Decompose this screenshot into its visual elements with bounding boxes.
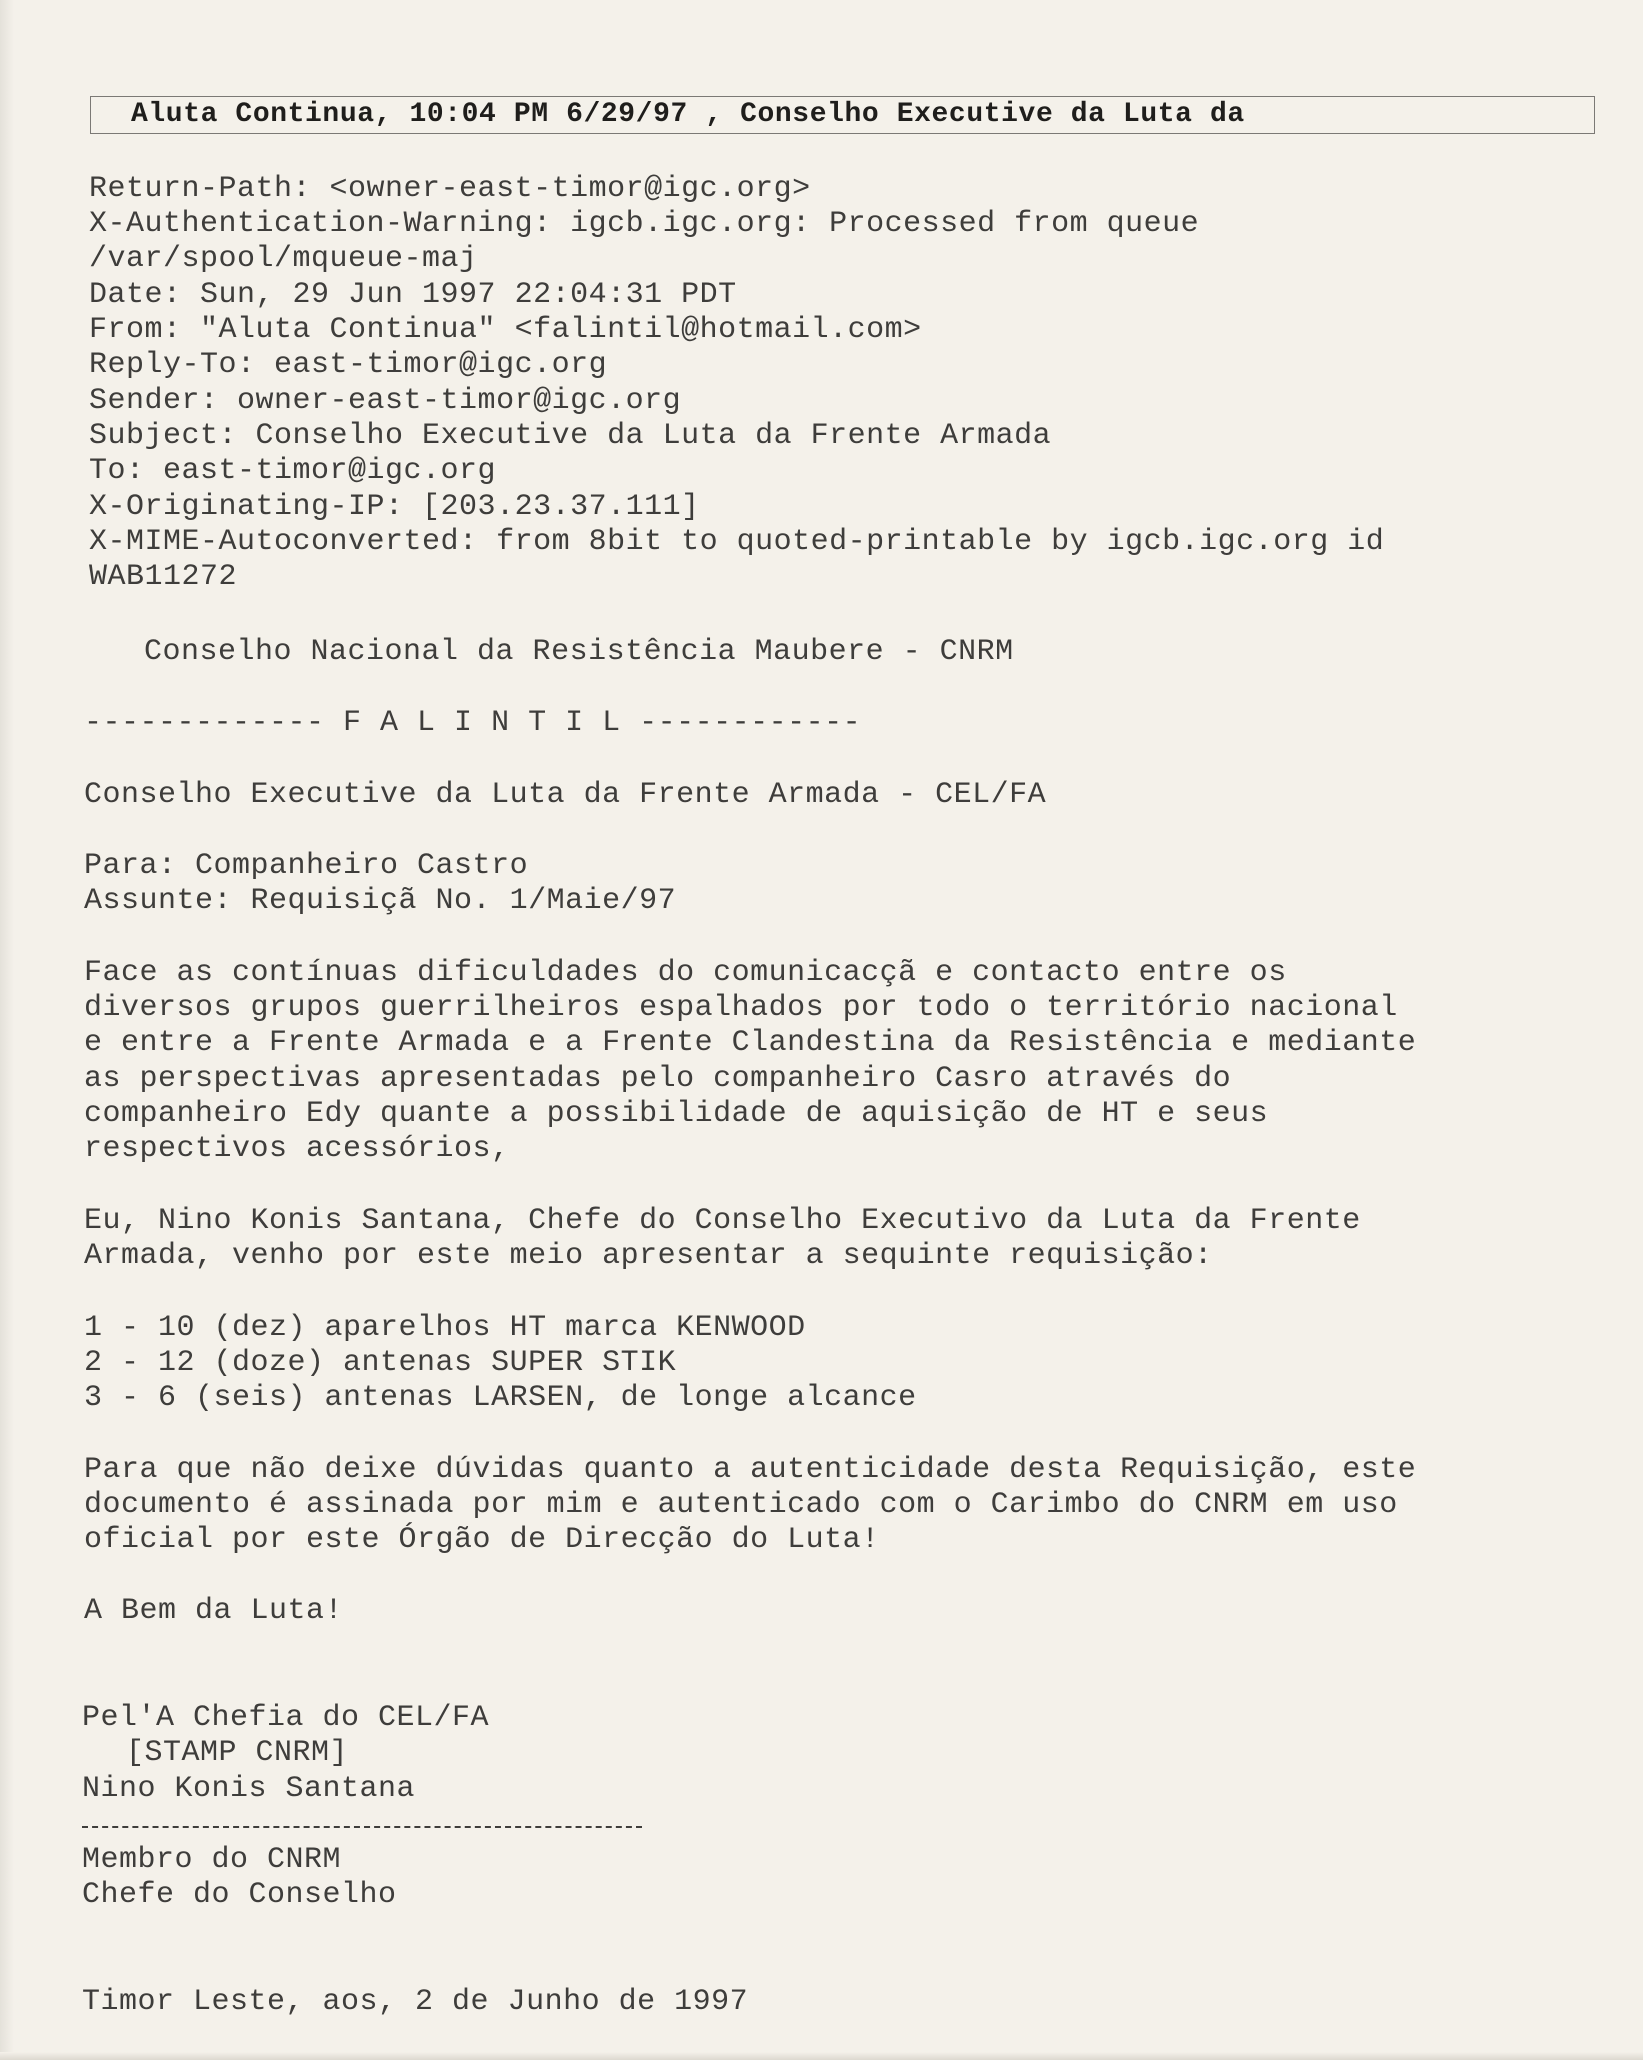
closing-salutation: A Bem da Luta! — [84, 1594, 344, 1628]
stamp-placeholder: [STAMP CNRM] — [126, 1736, 349, 1770]
to-header: To: east-timor@igc.org — [89, 454, 497, 488]
signatory-name: Nino Konis Santana — [82, 1772, 416, 1806]
requisition-item: 3 - 6 (seis) antenas LARSEN, de longe alcance — [84, 1381, 917, 1415]
sender-header: Sender: owner-east-timor@igc.org — [89, 384, 682, 418]
falintil-divider: ------------- F A L I N T I L ------------ — [84, 706, 862, 740]
mime-autoconverted-header: X-MIME-Autoconverted: from 8bit to quoted-printable by igcb.igc.org id — [89, 525, 1385, 559]
message-header-text: Aluta Continua, 10:04 PM 6/29/97 , Conselho Executive da Luta da — [131, 99, 1245, 130]
place-and-date: Timor Leste, aos, 2 de Junho de 1997 — [82, 1985, 749, 2019]
subject-header: Subject: Conselho Executive da Luta da Frente Armada — [89, 419, 1052, 453]
subject-line: Assunte: Requisiçã No. 1/Maie/97 — [84, 884, 677, 918]
addressee-line: Para: Companheiro Castro — [84, 849, 529, 883]
mime-autoconverted-header-continued: WAB11272 — [89, 560, 238, 594]
paragraph-line: as perspectivas apresentadas pelo companheiro Casro através do — [84, 1062, 1232, 1096]
council-title: Conselho Executive da Luta da Frente Armada - CEL/FA — [84, 778, 1047, 812]
paragraph-line: companheiro Edy quante a possibilidade de aquisição de HT e seus — [84, 1097, 1269, 1131]
signatory-role: Membro do CNRM — [82, 1843, 342, 1877]
date-header: Date: Sun, 29 Jun 1997 22:04:31 PDT — [89, 278, 737, 312]
paragraph-line: Armada, venho por este meio apresentar a sequinte requisição: — [84, 1239, 1213, 1273]
paragraph-line: Para que não deixe dúvidas quanto a autenticidade desta Requisição, este — [84, 1453, 1417, 1487]
paragraph-line: respectivos acessórios, — [84, 1132, 510, 1166]
organization-title: Conselho Nacional da Resistência Maubere - CNRM — [144, 635, 1014, 669]
paragraph-line: Face as contínuas dificuldades do comunicacçã e contacto entre os — [84, 956, 1287, 990]
paragraph-line: Eu, Nino Konis Santana, Chefe do Conselho Executivo da Luta da Frente — [84, 1204, 1361, 1238]
page-bottom-edge — [0, 2052, 1643, 2060]
originating-ip-header: X-Originating-IP: [203.23.37.111] — [89, 490, 700, 524]
message-header-bar — [90, 96, 1595, 134]
paragraph-line: documento é assinada por mim e autenticado com o Carimbo do CNRM em uso — [84, 1488, 1398, 1522]
page-edge — [0, 0, 14, 2060]
requisition-item: 2 - 12 (doze) antenas SUPER STIK — [84, 1346, 677, 1380]
return-path-header: Return-Path: <owner-east-timor@igc.org> — [89, 172, 811, 206]
auth-warning-header: X-Authentication-Warning: igcb.igc.org: Processed from queue — [89, 207, 1200, 241]
signature-title: Pel'A Chefia do CEL/FA — [82, 1701, 490, 1735]
signatory-role: Chefe do Conselho — [82, 1878, 397, 1912]
from-header: From: "Aluta Continua" <falintil@hotmail.com> — [89, 313, 922, 347]
requisition-item: 1 - 10 (dez) aparelhos HT marca KENWOOD — [84, 1311, 806, 1345]
signature-divider — [82, 1826, 642, 1828]
reply-to-header: Reply-To: east-timor@igc.org — [89, 348, 608, 382]
paragraph-line: diversos grupos guerrilheiros espalhados por todo o território nacional — [84, 991, 1398, 1025]
paragraph-line: oficial por este Órgão de Direcção do Luta! — [84, 1523, 880, 1557]
auth-warning-header-continued: /var/spool/mqueue-maj — [89, 242, 478, 276]
paragraph-line: e entre a Frente Armada e a Frente Clandestina da Resistência e mediante — [84, 1026, 1417, 1060]
